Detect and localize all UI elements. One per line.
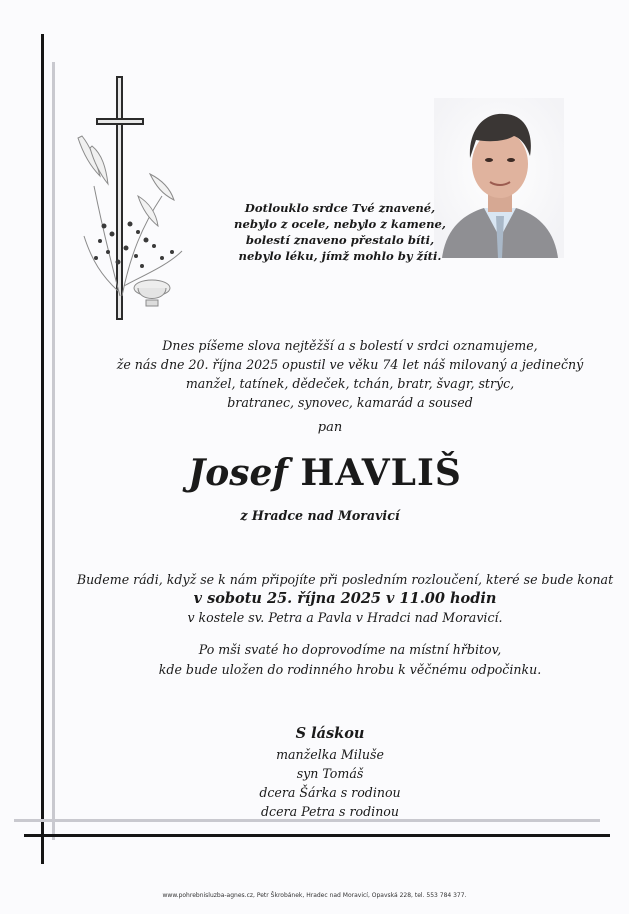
title-word: pan [317,420,343,435]
first-name: Josef [188,452,288,494]
lily-bouquet-icon [78,136,182,306]
announcement-line: bratranec, synovec, kamarád a soused [227,395,473,410]
signoff-heading: S láskou [295,725,365,742]
frame-vertical-gray [52,62,55,840]
mourner: syn Tomáš [296,766,364,781]
burial-line: kde bude uložen do rodinného hrobu k věčnému odpočinku. [158,662,542,677]
funeral-datetime: v sobotu 25. října 2025 v 11.00 hodin [193,590,497,607]
mourner: manželka Miluše [276,747,384,762]
cross-icon [72,76,202,326]
announcement-line: že nás dne 20. října 2025 opustil ve věku 74 let náš milovaný a jedinečný [116,357,584,372]
announcement-line: Dnes píšeme slova nejtěžší a s bolestí v srdci oznamujeme, [162,338,538,353]
poem-line: bolestí znaveno přestalo bíti, [245,233,435,247]
deceased-origin: z Hradce nad Moravicí [240,508,400,523]
deceased-name [180,452,470,494]
burial-line: Po mši svaté ho doprovodíme na místní hřbitov, [198,642,502,657]
mourner: dcera Petra s rodinou [260,804,399,819]
frame-vertical-dark [41,34,44,864]
poem-line: nebylo z ocele, nebylo z kamene, [234,217,446,231]
poem-line: Dotlouklo srdce Tvé znavené, [244,201,436,215]
funeral-place: v kostele sv. Petra a Pavla v Hradci nad Moravicí. [187,610,503,625]
frame-horizontal-dark [24,834,610,837]
footer-contact: www.pohrebnisluzba-agnes.cz, Petr Škrobánek, Hradec nad Moravicí, Opavská 228, tel. 553 784 377. [162,892,467,899]
burial-details [90,640,610,680]
last-name: HAVLIŠ [300,452,462,494]
poem-line: nebylo léku, jímž mohlo by žíti. [238,249,442,263]
mourner: dcera Šárka s rodinou [259,785,401,800]
signoff [230,724,430,821]
poem [220,200,460,264]
announcement-line: manžel, tatínek, dědeček, tchán, bratr, švagr, strýc, [185,376,515,391]
death-announcement [90,336,610,412]
funeral-details [60,570,629,627]
funeral-intro: Budeme rádi, když se k nám připojíte při posledním rozloučení, které se bude konat [76,572,614,587]
